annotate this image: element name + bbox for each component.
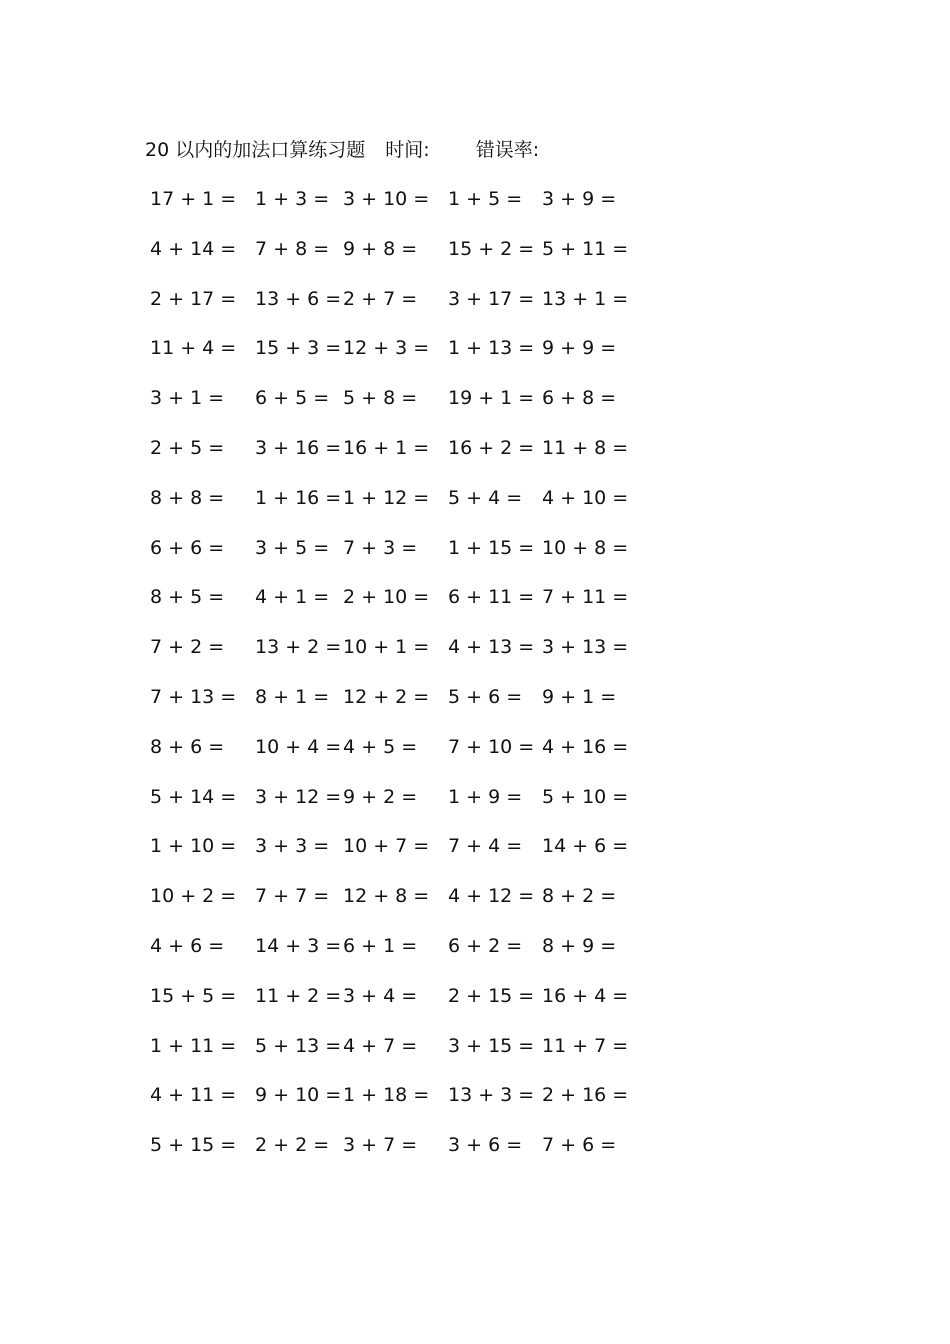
- problem-item: 16 + 1 =: [343, 437, 430, 459]
- problem-item: 10 + 8 =: [542, 536, 629, 559]
- problem-item: 9 + 8 =: [343, 237, 418, 260]
- problem-item: 16 + 2 =: [448, 437, 535, 459]
- time-label: 时间:: [385, 139, 430, 161]
- problem-item: 5 + 6 =: [448, 686, 523, 708]
- problem-item: 8 + 2 =: [542, 885, 617, 908]
- problem-item: 4 + 16 =: [542, 735, 629, 758]
- problem-item: 1 + 10 =: [150, 835, 237, 858]
- problem-item: 2 + 7 =: [343, 287, 418, 310]
- problem-item: 15 + 5 =: [150, 984, 237, 1007]
- problem-item: 8 + 9 =: [542, 935, 617, 957]
- problem-row: [0, 535, 950, 561]
- problem-item: 3 + 16 =: [255, 437, 342, 459]
- problem-row: [0, 734, 950, 760]
- problem-item: 12 + 3 =: [343, 337, 430, 360]
- problem-item: 4 + 14 =: [150, 237, 237, 260]
- problem-item: 3 + 17 =: [448, 287, 535, 310]
- problem-item: 1 + 12 =: [343, 486, 430, 509]
- problem-item: 13 + 6 =: [255, 287, 342, 310]
- problem-row: [0, 784, 950, 810]
- problem-item: 7 + 7 =: [255, 885, 330, 908]
- problem-row: [0, 435, 950, 461]
- problem-row: [0, 883, 950, 909]
- problem-item: 17 + 1 =: [150, 188, 237, 210]
- problem-item: 5 + 11 =: [542, 237, 629, 260]
- problem-row: [0, 833, 950, 859]
- problem-item: 3 + 9 =: [542, 188, 617, 210]
- problem-item: 7 + 4 =: [448, 835, 523, 858]
- problem-row: [0, 286, 950, 312]
- problem-item: 3 + 4 =: [343, 984, 418, 1007]
- problem-item: 5 + 15 =: [150, 1134, 237, 1157]
- problem-item: 7 + 3 =: [343, 536, 418, 559]
- problem-item: 1 + 9 =: [448, 785, 523, 808]
- problem-item: 4 + 13 =: [448, 636, 535, 659]
- worksheet-title: 20 以内的加法口算练习题: [145, 139, 366, 161]
- problem-item: 11 + 8 =: [542, 437, 629, 459]
- problem-row: [0, 933, 950, 959]
- problem-item: 2 + 10 =: [343, 586, 430, 609]
- problem-row: [0, 186, 950, 212]
- problem-item: 1 + 5 =: [448, 188, 523, 210]
- problem-row: [0, 584, 950, 610]
- problem-item: 2 + 5 =: [150, 437, 225, 459]
- problem-item: 9 + 9 =: [542, 337, 617, 360]
- problem-item: 5 + 4 =: [448, 486, 523, 509]
- problem-item: 8 + 6 =: [150, 735, 225, 758]
- problem-item: 9 + 2 =: [343, 785, 418, 808]
- problem-item: 1 + 11 =: [150, 1034, 237, 1057]
- problem-item: 5 + 13 =: [255, 1034, 342, 1057]
- problem-item: 4 + 7 =: [343, 1034, 418, 1057]
- problem-item: 5 + 10 =: [542, 785, 629, 808]
- problem-item: 6 + 5 =: [255, 387, 330, 410]
- problem-item: 4 + 11 =: [150, 1084, 237, 1107]
- problem-item: 1 + 13 =: [448, 337, 535, 360]
- problem-item: 7 + 8 =: [255, 237, 330, 260]
- problem-row: [0, 684, 950, 710]
- problem-item: 11 + 4 =: [150, 337, 237, 360]
- problem-item: 3 + 1 =: [150, 387, 225, 410]
- problem-item: 15 + 3 =: [255, 337, 342, 360]
- problem-item: 13 + 3 =: [448, 1084, 535, 1107]
- problem-item: 7 + 13 =: [150, 686, 237, 708]
- problem-item: 2 + 2 =: [255, 1134, 330, 1157]
- problem-item: 6 + 8 =: [542, 387, 617, 410]
- problem-item: 9 + 10 =: [255, 1084, 342, 1107]
- problem-row: [0, 385, 950, 411]
- problem-row: [0, 634, 950, 660]
- problem-item: 2 + 17 =: [150, 287, 237, 310]
- problem-item: 12 + 8 =: [343, 885, 430, 908]
- problem-item: 3 + 6 =: [448, 1134, 523, 1157]
- problem-item: 4 + 1 =: [255, 586, 330, 609]
- problem-item: 5 + 14 =: [150, 785, 237, 808]
- problem-item: 13 + 2 =: [255, 636, 342, 659]
- problem-item: 6 + 1 =: [343, 935, 418, 957]
- problem-item: 13 + 1 =: [542, 287, 629, 310]
- problem-item: 3 + 5 =: [255, 536, 330, 559]
- problem-item: 3 + 13 =: [542, 636, 629, 659]
- problem-row: [0, 485, 950, 511]
- problem-item: 11 + 2 =: [255, 984, 342, 1007]
- problem-item: 3 + 12 =: [255, 785, 342, 808]
- problem-item: 1 + 15 =: [448, 536, 535, 559]
- problem-item: 6 + 6 =: [150, 536, 225, 559]
- worksheet-header: [145, 138, 539, 162]
- problem-item: 7 + 6 =: [542, 1134, 617, 1157]
- problem-item: 19 + 1 =: [448, 387, 535, 410]
- problem-item: 8 + 5 =: [150, 586, 225, 609]
- problem-item: 7 + 2 =: [150, 636, 225, 659]
- problem-item: 8 + 1 =: [255, 686, 330, 708]
- problem-item: 2 + 15 =: [448, 984, 535, 1007]
- problem-item: 4 + 6 =: [150, 935, 225, 957]
- problem-item: 3 + 7 =: [343, 1134, 418, 1157]
- problem-item: 10 + 4 =: [255, 735, 342, 758]
- problem-row: [0, 236, 950, 262]
- error-rate-label: 错误率:: [475, 139, 540, 161]
- problem-item: 6 + 11 =: [448, 586, 535, 609]
- problem-row: [0, 983, 950, 1009]
- problem-item: 6 + 2 =: [448, 935, 523, 957]
- problem-item: 2 + 16 =: [542, 1084, 629, 1107]
- problem-item: 4 + 12 =: [448, 885, 535, 908]
- problem-item: 14 + 3 =: [255, 935, 342, 957]
- problem-row: [0, 1033, 950, 1059]
- problem-item: 4 + 10 =: [542, 486, 629, 509]
- problem-row: [0, 1082, 950, 1108]
- problem-item: 14 + 6 =: [542, 835, 629, 858]
- problem-item: 11 + 7 =: [542, 1034, 629, 1057]
- problem-item: 15 + 2 =: [448, 237, 535, 260]
- problem-item: 1 + 16 =: [255, 486, 342, 509]
- problem-row: [0, 335, 950, 361]
- problem-row: [0, 1132, 950, 1158]
- problem-item: 1 + 18 =: [343, 1084, 430, 1107]
- problem-item: 7 + 11 =: [542, 586, 629, 609]
- problem-item: 16 + 4 =: [542, 984, 629, 1007]
- problem-item: 9 + 1 =: [542, 686, 617, 708]
- problem-item: 8 + 8 =: [150, 486, 225, 509]
- problem-item: 10 + 1 =: [343, 636, 430, 659]
- problem-item: 3 + 10 =: [343, 188, 430, 210]
- problem-item: 10 + 7 =: [343, 835, 430, 858]
- problem-item: 12 + 2 =: [343, 686, 430, 708]
- problem-item: 10 + 2 =: [150, 885, 237, 908]
- problem-item: 1 + 3 =: [255, 188, 330, 210]
- problem-item: 4 + 5 =: [343, 735, 418, 758]
- problem-item: 5 + 8 =: [343, 387, 418, 410]
- problem-item: 3 + 3 =: [255, 835, 330, 858]
- problem-item: 7 + 10 =: [448, 735, 535, 758]
- problem-item: 3 + 15 =: [448, 1034, 535, 1057]
